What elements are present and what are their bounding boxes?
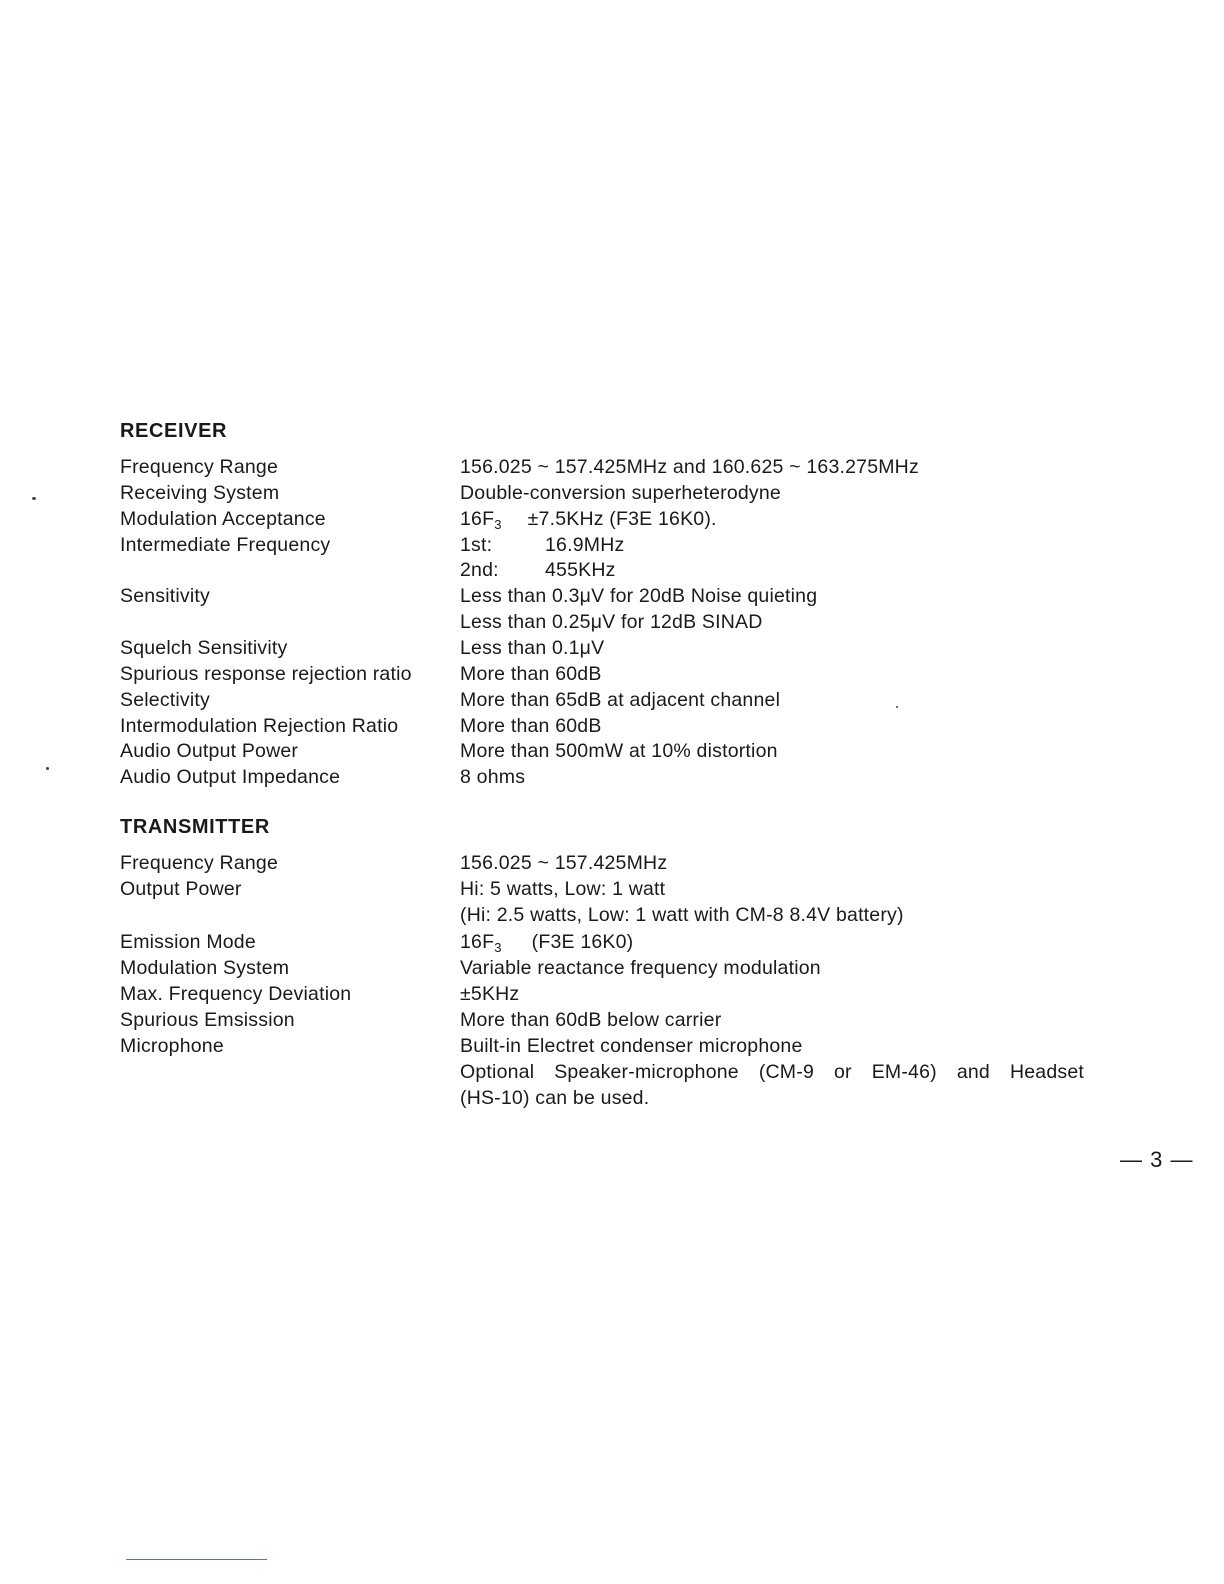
spec-row [0, 764, 1224, 790]
scan-speck [896, 706, 898, 708]
spec-label: Frequency Range [120, 456, 279, 478]
spec-value: More than 60dB [460, 663, 602, 685]
spec-row [0, 929, 1224, 955]
spec-row [0, 713, 1224, 739]
spec-value: ±5KHz [460, 983, 520, 1005]
spec-row [0, 738, 1224, 764]
spec-label: Intermediate Frequency [120, 534, 331, 556]
spec-value: More than 500mW at 10% distortion [460, 740, 778, 762]
spec-row [0, 661, 1224, 687]
spec-value: More than 60dB [460, 715, 602, 737]
if-stage: 1st: [460, 534, 493, 556]
spec-row [0, 609, 1224, 635]
emission-subscript: 3 [494, 940, 502, 955]
spec-label: Selectivity [120, 689, 210, 711]
receiver-heading: RECEIVER [120, 420, 228, 442]
spec-row [0, 635, 1224, 661]
spec-label: Microphone [120, 1035, 224, 1057]
spec-label: Modulation Acceptance [120, 508, 326, 530]
spec-row [0, 850, 1224, 876]
spec-label: Receiving System [120, 482, 280, 504]
spec-row [0, 876, 1224, 902]
scan-speck [46, 767, 49, 770]
spec-label: Squelch Sensitivity [120, 637, 288, 659]
spec-row [0, 454, 1224, 480]
if-frequency: 455KHz [545, 559, 616, 581]
spec-value: Variable reactance frequency modulation [460, 957, 821, 979]
spec-value [460, 557, 616, 583]
spec-value: (Hi: 2.5 watts, Low: 1 watt with CM-8 8.4V battery) [460, 904, 904, 926]
emission-subscript: 3 [494, 517, 502, 532]
spec-value: Less than 0.25μV for 12dB SINAD [460, 611, 763, 633]
spec-row [0, 1033, 1224, 1059]
spec-row [0, 480, 1224, 506]
spec-label: Max. Frequency Deviation [120, 983, 352, 1005]
scan-speck [32, 497, 36, 500]
spec-row [0, 955, 1224, 981]
page-number: — 3 — [1120, 1147, 1194, 1172]
footer-line [126, 1559, 267, 1560]
spec-row [0, 557, 1224, 583]
spec-value: Double-conversion superheterodyne [460, 482, 781, 504]
spec-value: Built-in Electret condenser microphone [460, 1035, 803, 1057]
spec-row [0, 1085, 1224, 1111]
spec-row [0, 687, 1224, 713]
spec-value: 156.025 ~ 157.425MHz [460, 852, 668, 874]
transmitter-heading: TRANSMITTER [120, 816, 270, 838]
emission-code: 16F [460, 508, 495, 530]
spec-row [0, 583, 1224, 609]
spec-label: Output Power [120, 878, 242, 900]
spec-row [0, 1059, 1224, 1085]
spec-value: More than 60dB below carrier [460, 1009, 722, 1031]
spec-value-detail: ±7.5KHz (F3E 16K0). [527, 508, 717, 530]
spec-label: Spurious response rejection ratio [120, 663, 412, 685]
spec-value: 156.025 ~ 157.425MHz and 160.625 ~ 163.275MHz [460, 456, 919, 478]
spec-label: Modulation System [120, 957, 290, 979]
spec-value [460, 532, 624, 558]
spec-label: Audio Output Power [120, 740, 299, 762]
spec-row [0, 1007, 1224, 1033]
spec-row [0, 506, 1224, 532]
spec-label: Emission Mode [120, 931, 256, 953]
spec-value: Less than 0.3μV for 20dB Noise quieting [460, 585, 818, 607]
if-stage: 2nd: [460, 559, 499, 581]
spec-value: Hi: 5 watts, Low: 1 watt [460, 878, 666, 900]
emission-code: 16F [460, 931, 495, 953]
spec-row [0, 981, 1224, 1007]
spec-row [0, 902, 1224, 928]
if-frequency: 16.9MHz [545, 534, 625, 556]
spec-label: Intermodulation Rejection Ratio [120, 715, 399, 737]
spec-value: 8 ohms [460, 766, 526, 788]
spec-row [0, 532, 1224, 558]
spec-label: Spurious Emsission [120, 1009, 295, 1031]
spec-value: Less than 0.1μV [460, 637, 605, 659]
spec-value: More than 65dB at adjacent channel [460, 689, 781, 711]
spec-label: Frequency Range [120, 852, 279, 874]
spec-value-detail: (F3E 16K0) [531, 931, 634, 953]
spec-label: Sensitivity [120, 585, 210, 607]
spec-label: Audio Output Impedance [120, 766, 341, 788]
spec-value: (HS-10) can be used. [460, 1087, 650, 1109]
spec-value: Optional Speaker-microphone (CM-9 or EM-46) and Headset [460, 1061, 1084, 1083]
